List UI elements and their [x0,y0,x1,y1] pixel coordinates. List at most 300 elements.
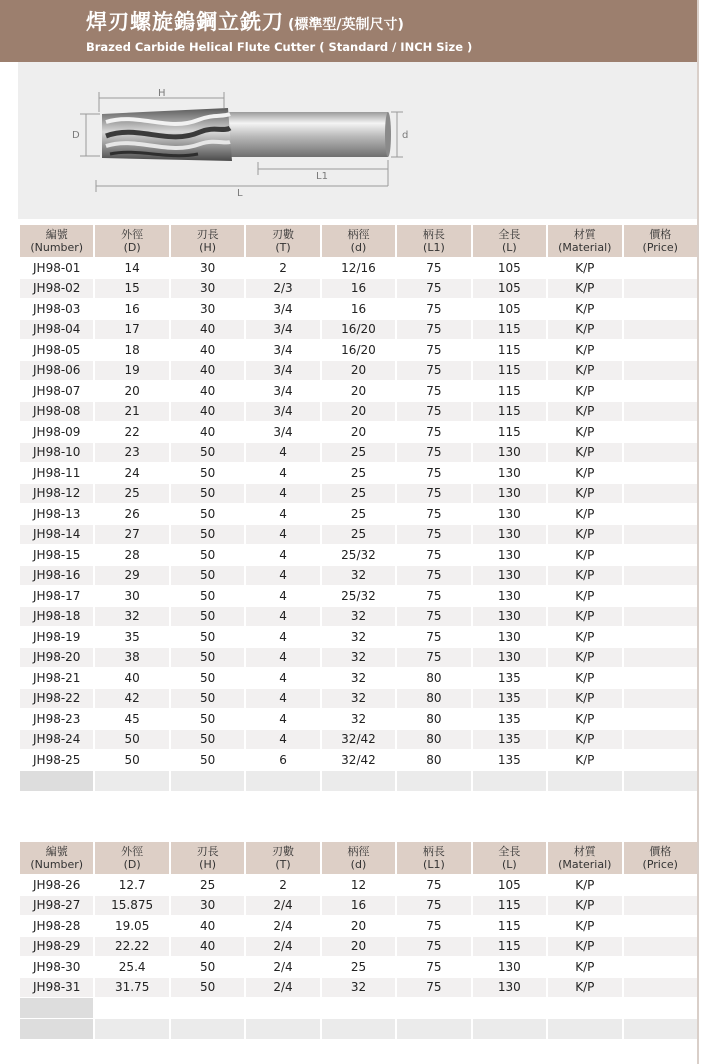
table-cell: 14 [95,258,168,278]
table-row [20,709,697,729]
table-cell: 50 [95,750,168,770]
table-cell: 2/4 [246,978,319,998]
table-cell: JH98-16 [20,566,93,586]
dim-label-L1: L1 [316,171,328,182]
table-cell [624,443,698,463]
table-cell: 3/4 [246,299,319,319]
table-cell: 75 [397,525,470,545]
column-header-zh: 全長 [498,845,521,858]
table-cell: 12/16 [322,258,395,278]
column-header [322,842,395,874]
table-cell [624,978,698,998]
table-cell [624,709,698,729]
table-cell: 75 [397,545,470,565]
table-cell: 25 [322,463,395,483]
table-cell: K/P [548,381,621,401]
table-row [20,443,697,463]
table-cell [624,299,698,319]
table-cell: 50 [171,668,244,688]
table-cell: 105 [473,258,546,278]
column-header [20,225,93,257]
column-header-zh: 外徑 [121,845,144,858]
table-cell: 3/4 [246,320,319,340]
table-cell: 16 [322,896,395,916]
table-cell: 130 [473,648,546,668]
column-header-en: (L) [501,858,517,871]
column-header-en: (Number) [30,241,84,254]
table-cell: 130 [473,504,546,524]
table-cell: 25 [322,525,395,545]
table-cell: 75 [397,648,470,668]
table-cell: 24 [95,463,168,483]
table-cell: 6 [246,750,319,770]
table-cell: JH98-02 [20,279,93,299]
table-cell: 17 [95,320,168,340]
table-cell: 40 [171,916,244,936]
column-header-en: (d) [350,241,367,254]
table-cell: 32 [322,627,395,647]
table-cell: JH98-24 [20,730,93,750]
table-cell [624,607,698,627]
table-cell [624,957,698,977]
table-cell: K/P [548,957,621,977]
table-cell: 135 [473,689,546,709]
table-cell: JH98-04 [20,320,93,340]
table-cell: 130 [473,566,546,586]
page-header [0,0,697,62]
column-header-zh: 材質 [573,228,596,241]
spec-table-metric [18,224,699,792]
table-cell: K/P [548,896,621,916]
table-cell: 4 [246,484,319,504]
table-cell: 135 [473,709,546,729]
table-row [20,586,697,606]
table-cell: 22.22 [95,937,168,957]
table-cell: 25/32 [322,545,395,565]
column-header-en: (T) [275,858,291,871]
table-cell: 75 [397,258,470,278]
table-row [20,299,697,319]
table-row [20,279,697,299]
table-cell: K/P [548,875,621,895]
table-cell: 40 [171,422,244,442]
table-cell: JH98-22 [20,689,93,709]
table-cell: JH98-27 [20,896,93,916]
table-cell: 42 [95,689,168,709]
table-cell [624,463,698,483]
table-cell: JH98-21 [20,668,93,688]
column-header [548,225,621,257]
table-cell: 20 [95,381,168,401]
table-cell: 130 [473,978,546,998]
table-cell: 4 [246,443,319,463]
table-cell [624,875,698,895]
table-cell: 30 [95,586,168,606]
table-cell: 115 [473,320,546,340]
table-cell: 32 [322,566,395,586]
column-header-zh: 編號 [45,845,68,858]
column-header-en: (H) [199,858,217,871]
table-cell: K/P [548,668,621,688]
table-cell: 50 [171,957,244,977]
column-header [95,842,168,874]
table-row [20,648,697,668]
table-cell: 130 [473,627,546,647]
table-cell: JH98-23 [20,709,93,729]
table-cell: 50 [171,566,244,586]
table-cell: 75 [397,320,470,340]
table-row [20,896,697,916]
column-header-zh: 柄徑 [347,228,370,241]
table-cell: 75 [397,279,470,299]
column-header-zh: 刃長 [196,845,219,858]
column-header-zh: 全長 [498,228,521,241]
table-cell: 130 [473,525,546,545]
table-cell [624,916,698,936]
table-cell: 12.7 [95,875,168,895]
table-cell: K/P [548,978,621,998]
table-cell: JH98-13 [20,504,93,524]
table-cell: 75 [397,361,470,381]
column-header-en: (L1) [423,241,445,254]
table-cell: K/P [548,566,621,586]
table-cell: 75 [397,566,470,586]
table-cell: K/P [548,627,621,647]
column-header [397,842,470,874]
table-cell: 4 [246,668,319,688]
column-header-en: (Material) [558,858,612,871]
column-header [322,225,395,257]
table-cell: 130 [473,443,546,463]
table-header-row [20,225,697,257]
column-header-zh: 編號 [45,228,68,241]
column-header-en: (D) [123,241,141,254]
table-cell: K/P [548,402,621,422]
table-cell: 75 [397,504,470,524]
table-cell: 2/3 [246,279,319,299]
table-cell: 20 [322,916,395,936]
table-cell: 75 [397,422,470,442]
table-cell [624,484,698,504]
table-cell: JH98-07 [20,381,93,401]
table-cell: K/P [548,709,621,729]
table-cell: JH98-19 [20,627,93,647]
table-cell: 50 [171,484,244,504]
table-cell: 45 [95,709,168,729]
table-cell: K/P [548,320,621,340]
table-cell: 4 [246,586,319,606]
table-cell: K/P [548,279,621,299]
table-cell: JH98-30 [20,957,93,977]
table-row [20,937,697,957]
table-row [20,875,697,895]
table-cell: 40 [171,937,244,957]
column-header-en: (H) [199,241,217,254]
table-cell: 80 [397,668,470,688]
table-cell: 27 [95,525,168,545]
table-row [20,381,697,401]
table-cell: 75 [397,957,470,977]
table-cell: K/P [548,586,621,606]
table-row [20,525,697,545]
table-cell: 50 [95,730,168,750]
table-cell: K/P [548,258,621,278]
table-blank-row [20,998,697,1018]
table-cell: 16 [95,299,168,319]
table-cell: 115 [473,361,546,381]
table-cell: 20 [322,361,395,381]
table-cell: 4 [246,504,319,524]
column-header [171,225,244,257]
table-cell: 2/4 [246,916,319,936]
spec-table-inch [18,841,699,1040]
table-cell: 32 [322,978,395,998]
table-cell: 75 [397,607,470,627]
table-cell: K/P [548,916,621,936]
table-cell: 16 [322,279,395,299]
table-cell: 3/4 [246,340,319,360]
column-header [246,225,319,257]
table-cell [624,896,698,916]
title-zh-subtitle: (標準型/英制尺寸) [288,17,404,33]
column-header-en: (T) [275,241,291,254]
table-cell: 29 [95,566,168,586]
table-cell: 75 [397,463,470,483]
tool-diagram [18,62,697,219]
table-cell: 19 [95,361,168,381]
table-cell: K/P [548,525,621,545]
table-cell: 75 [397,627,470,647]
table-cell: 135 [473,750,546,770]
table-row [20,258,697,278]
table-cell: 4 [246,545,319,565]
table-cell [624,566,698,586]
table-cell [624,648,698,668]
table-cell: 50 [171,627,244,647]
table-row [20,320,697,340]
table-cell: JH98-05 [20,340,93,360]
table-cell: 50 [171,504,244,524]
table-cell: 25/32 [322,586,395,606]
column-header-en: (Price) [642,241,678,254]
table-cell: JH98-18 [20,607,93,627]
table-cell: 75 [397,299,470,319]
table-cell: K/P [548,937,621,957]
column-header-en: (L1) [423,858,445,871]
table-cell: 25 [322,957,395,977]
table-cell [624,668,698,688]
table-cell: JH98-14 [20,525,93,545]
table-cell [624,361,698,381]
table-cell: 130 [473,484,546,504]
column-header-zh: 外徑 [121,228,144,241]
table-row [20,504,697,524]
table-cell: 130 [473,545,546,565]
table-cell [624,750,698,770]
table-cell: JH98-29 [20,937,93,957]
column-header [624,225,698,257]
table-cell: 40 [171,381,244,401]
table-cell: 50 [171,709,244,729]
table-cell: 19.05 [95,916,168,936]
table-cell: 4 [246,709,319,729]
table-cell: 75 [397,484,470,504]
table-cell: 115 [473,402,546,422]
table-cell: 4 [246,730,319,750]
title-en: Brazed Carbide Helical Flute Cutter ( Standard / INCH Size ) [86,40,473,54]
table-cell: 130 [473,586,546,606]
dim-label-D: D [72,130,80,141]
table-cell: 2/4 [246,937,319,957]
table-cell [624,525,698,545]
table-header-row [20,842,697,874]
table-cell: 115 [473,340,546,360]
column-header [473,225,546,257]
table-cell: JH98-26 [20,875,93,895]
table-cell: 12 [322,875,395,895]
table-cell: 4 [246,627,319,647]
column-header-en: (Material) [558,241,612,254]
table-cell: 4 [246,566,319,586]
table-cell: 32 [322,648,395,668]
table-cell [624,689,698,709]
table-cell: 20 [322,422,395,442]
table-cell: 105 [473,279,546,299]
dim-label-d: d [402,130,409,141]
table-cell: 4 [246,525,319,545]
table-cell [624,340,698,360]
table-cell: 30 [171,279,244,299]
table-cell: 16/20 [322,340,395,360]
table-cell: 32/42 [322,730,395,750]
dim-label-H: H [158,88,166,99]
table-cell: K/P [548,545,621,565]
table-cell: 40 [171,402,244,422]
table-row [20,978,697,998]
table-cell: JH98-31 [20,978,93,998]
table-cell: 3/4 [246,422,319,442]
table-cell [624,504,698,524]
table-cell: K/P [548,361,621,381]
table-cell: 75 [397,916,470,936]
table-cell: K/P [548,607,621,627]
column-header-zh: 刃數 [272,845,295,858]
table-cell: 80 [397,709,470,729]
table-row [20,689,697,709]
table-cell: 115 [473,896,546,916]
table-row [20,484,697,504]
table-cell: 30 [171,896,244,916]
table-cell: 4 [246,463,319,483]
table-cell: 75 [397,896,470,916]
dim-label-L: L [237,188,243,199]
table-cell [624,627,698,647]
table-row [20,566,697,586]
table-cell: 135 [473,668,546,688]
table-cell: 20 [322,381,395,401]
table-cell: 50 [171,689,244,709]
table-cell: 50 [171,978,244,998]
table-cell: 20 [322,937,395,957]
table-cell: JH98-17 [20,586,93,606]
table-cell: 50 [171,545,244,565]
table-cell: 30 [171,258,244,278]
table-cell: 23 [95,443,168,463]
column-header-zh: 柄長 [422,845,445,858]
table-cell: 40 [171,340,244,360]
table-cell: 35 [95,627,168,647]
table-cell: 115 [473,937,546,957]
table-cell: 50 [171,607,244,627]
column-header [171,842,244,874]
table-cell: 4 [246,689,319,709]
table-cell: JH98-01 [20,258,93,278]
column-header-en: (Number) [30,858,84,871]
end-mill-drawing [18,62,697,219]
column-header [473,842,546,874]
table-cell [624,586,698,606]
table-cell: 75 [397,937,470,957]
table-cell [624,320,698,340]
table-cell: 130 [473,607,546,627]
table-cell [624,730,698,750]
table-cell: JH98-25 [20,750,93,770]
table-cell: 75 [397,978,470,998]
table-cell: 21 [95,402,168,422]
column-header-en: (D) [123,858,141,871]
column-header-zh: 價格 [649,228,672,241]
table-cell: 3/4 [246,381,319,401]
table-cell: 115 [473,916,546,936]
table-cell: 31.75 [95,978,168,998]
table-cell: 75 [397,340,470,360]
column-header-zh: 價格 [649,845,672,858]
table-row [20,361,697,381]
table-cell: JH98-09 [20,422,93,442]
table-cell: 3/4 [246,361,319,381]
table-cell: JH98-15 [20,545,93,565]
table-row [20,730,697,750]
column-header-en: (L) [501,241,517,254]
column-header [397,225,470,257]
table-cell: 26 [95,504,168,524]
table-row [20,668,697,688]
table-cell: K/P [548,463,621,483]
table-cell: 50 [171,463,244,483]
table-cell: K/P [548,730,621,750]
table-cell: 2 [246,875,319,895]
column-header-zh: 材質 [573,845,596,858]
table-cell: K/P [548,648,621,668]
table-row [20,957,697,977]
table-cell: 80 [397,689,470,709]
table-blank-row [20,771,697,791]
title-zh: 焊刃螺旋鎢鋼立銑刀 (標準型/英制尺寸) [86,10,404,34]
table-row [20,402,697,422]
table-cell: 80 [397,730,470,750]
table-cell: 75 [397,443,470,463]
table-cell: K/P [548,504,621,524]
table-cell: JH98-12 [20,484,93,504]
table-cell: 2/4 [246,957,319,977]
table-cell: JH98-06 [20,361,93,381]
table-cell: K/P [548,750,621,770]
table-cell: 40 [171,361,244,381]
table-cell: K/P [548,443,621,463]
table-cell: JH98-20 [20,648,93,668]
table-cell: JH98-08 [20,402,93,422]
table-cell: 2 [246,258,319,278]
